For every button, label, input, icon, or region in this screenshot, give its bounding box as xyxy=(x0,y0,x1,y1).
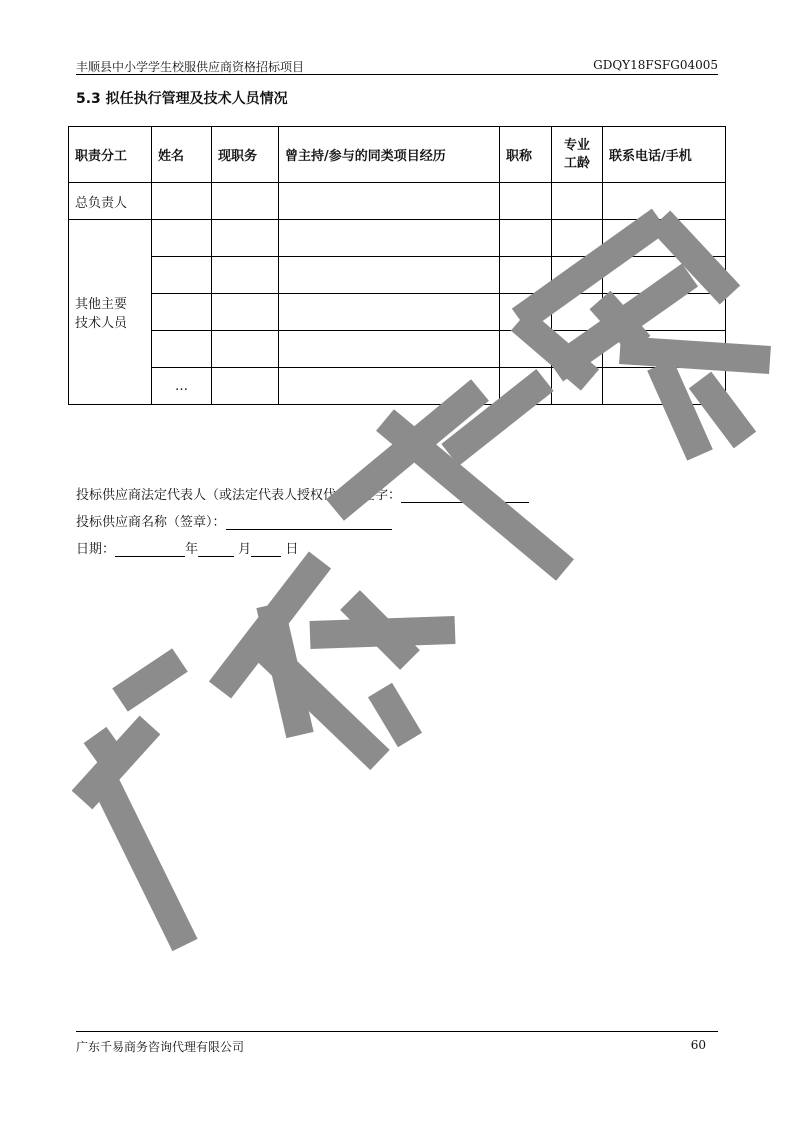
table-cell[interactable] xyxy=(279,183,500,220)
table-cell[interactable] xyxy=(552,257,603,294)
table-cell[interactable] xyxy=(603,220,726,257)
page-header xyxy=(76,58,718,75)
month-field[interactable] xyxy=(198,542,234,557)
watermark-stroke xyxy=(310,630,455,635)
table-row xyxy=(69,183,726,220)
table-cell[interactable] xyxy=(500,368,552,405)
table-cell[interactable] xyxy=(500,183,552,220)
header-specialty-line2: 工龄 xyxy=(563,155,590,171)
table-cell[interactable] xyxy=(552,183,603,220)
year-label: 年 xyxy=(185,542,199,557)
day-field[interactable] xyxy=(251,542,281,557)
table-cell[interactable] xyxy=(552,331,603,368)
table-cell[interactable] xyxy=(500,294,552,331)
table-cell[interactable] xyxy=(152,331,212,368)
table-cell[interactable] xyxy=(279,220,500,257)
group-label-line2: 技术人员 xyxy=(75,316,128,331)
header-specialty-years xyxy=(552,127,603,183)
watermark-stroke xyxy=(270,605,300,735)
project-title: 丰顺县中小学学生校服供应商资格招标项目 xyxy=(76,60,305,74)
table-cell[interactable] xyxy=(603,257,726,294)
table-cell[interactable] xyxy=(212,257,279,294)
table-cell[interactable] xyxy=(603,183,726,220)
page-number: 60 xyxy=(690,1038,706,1052)
signature-line-company xyxy=(76,511,392,530)
table-row xyxy=(69,368,726,405)
table-cell[interactable] xyxy=(603,368,726,405)
table-cell[interactable] xyxy=(552,294,603,331)
table-cell[interactable] xyxy=(279,257,500,294)
watermark-stroke xyxy=(120,660,180,700)
table-cell[interactable] xyxy=(212,294,279,331)
table-cell[interactable] xyxy=(500,220,552,257)
watermark-stroke xyxy=(95,735,120,770)
table-cell[interactable] xyxy=(552,368,603,405)
date-label: 日期： xyxy=(76,542,116,557)
page-footer xyxy=(76,1031,718,1055)
watermark-stroke xyxy=(350,600,410,660)
table-cell[interactable] xyxy=(500,257,552,294)
representative-label: 投标供应商法定代表人（或法定代表人授权代表）签字： xyxy=(76,488,402,503)
header-title: 职称 xyxy=(500,127,552,183)
watermark-stroke xyxy=(82,725,150,800)
header-position: 现职务 xyxy=(212,127,279,183)
signature-line-date xyxy=(76,538,298,557)
representative-signature-field[interactable] xyxy=(401,488,529,503)
table-cell[interactable] xyxy=(152,257,212,294)
header-duty: 职责分工 xyxy=(69,127,152,183)
table-cell[interactable] xyxy=(212,368,279,405)
header-name: 姓名 xyxy=(152,127,212,183)
header-experience: 曾主持/参与的同类项目经历 xyxy=(279,127,500,183)
watermark-stroke xyxy=(380,690,410,740)
year-field[interactable] xyxy=(115,542,185,557)
signature-line-representative xyxy=(76,484,529,503)
cell-ellipsis: … xyxy=(152,368,212,405)
section-title: 5.3 拟任执行管理及技术人员情况 xyxy=(76,91,288,107)
cell-group-label xyxy=(69,220,152,405)
table-cell[interactable] xyxy=(212,183,279,220)
table-cell[interactable] xyxy=(152,294,212,331)
watermark-stroke xyxy=(255,640,380,760)
table-cell[interactable] xyxy=(603,294,726,331)
table-row xyxy=(69,331,726,368)
company-name-label: 投标供应商名称（签章）： xyxy=(76,515,226,530)
table-row xyxy=(69,257,726,294)
group-label-line1: 其他主要 xyxy=(75,297,128,312)
table-cell[interactable] xyxy=(212,220,279,257)
header-specialty-line1: 专业 xyxy=(563,137,590,153)
table-header-row xyxy=(69,127,726,183)
table-cell[interactable] xyxy=(603,331,726,368)
table-cell[interactable] xyxy=(279,331,500,368)
header-phone: 联系电话/手机 xyxy=(603,127,726,183)
project-code: GDQY18FSFG04005 xyxy=(593,58,718,72)
table-row xyxy=(69,294,726,331)
footer-company: 广东千易商务咨询代理有限公司 xyxy=(76,1040,245,1054)
watermark-stroke xyxy=(220,560,320,690)
table-cell[interactable] xyxy=(152,220,212,257)
staff-table xyxy=(68,126,726,405)
table-cell[interactable] xyxy=(500,331,552,368)
table-cell[interactable] xyxy=(152,183,212,220)
month-label: 月 xyxy=(238,542,252,557)
table-cell[interactable] xyxy=(279,368,500,405)
cell-leader-label: 总负责人 xyxy=(69,183,152,220)
table-cell[interactable] xyxy=(552,220,603,257)
company-name-field[interactable] xyxy=(226,515,392,530)
table-cell[interactable] xyxy=(212,331,279,368)
day-label: 日 xyxy=(285,542,299,557)
table-row xyxy=(69,220,726,257)
table-cell[interactable] xyxy=(279,294,500,331)
watermark-stroke xyxy=(103,778,185,945)
